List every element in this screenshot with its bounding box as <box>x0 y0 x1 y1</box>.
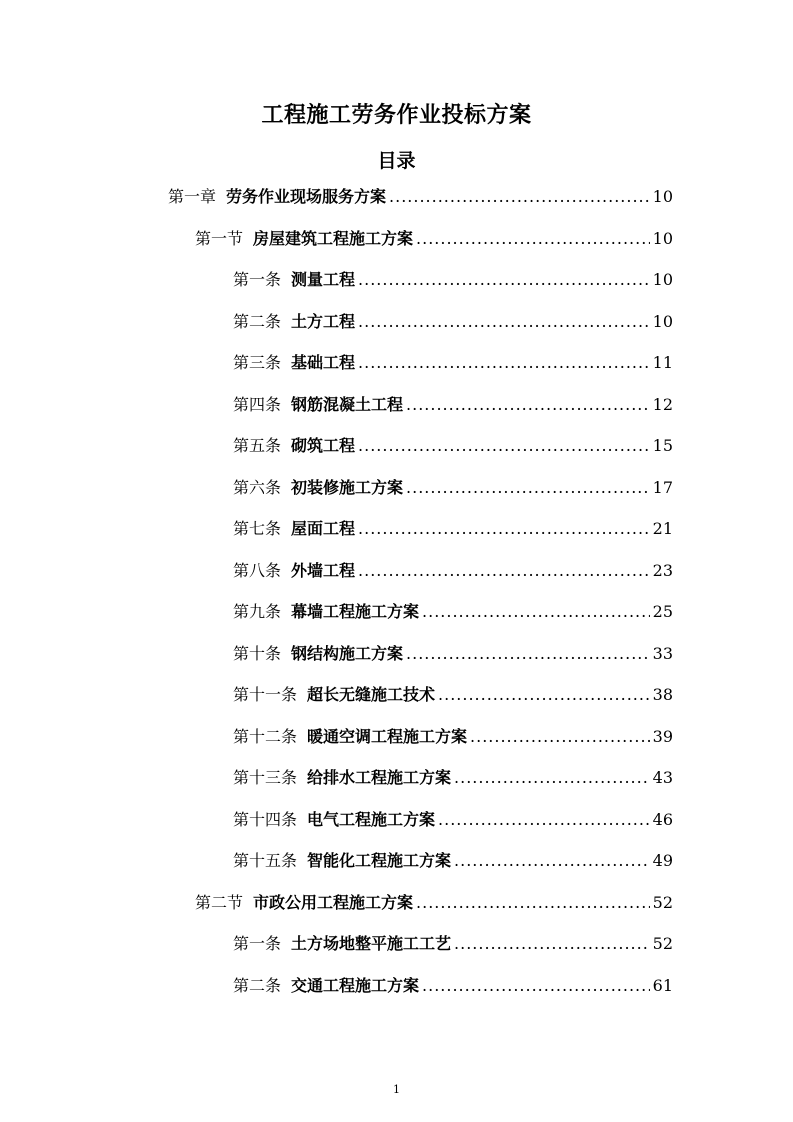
toc-dot-leader <box>406 477 650 499</box>
toc-entry-title: 钢筋混凝土工程 <box>291 395 404 414</box>
toc-entry-title: 测量工程 <box>291 270 356 289</box>
toc-entry-title: 劳务作业现场服务方案 <box>226 187 387 206</box>
toc-entry-page: 49 <box>652 851 673 870</box>
toc-entry[interactable] <box>233 726 673 748</box>
toc-entry-number: 第七条 <box>233 519 282 538</box>
toc-entry-number: 第二节 <box>195 893 244 912</box>
toc-dot-leader <box>406 643 650 665</box>
toc-entry-title: 暖通空调工程施工方案 <box>307 727 468 746</box>
toc-dot-leader <box>438 809 650 831</box>
toc-entry-title: 钢结构施工方案 <box>291 644 404 663</box>
toc-entry-title: 砌筑工程 <box>291 436 356 455</box>
toc-entry[interactable] <box>168 186 673 208</box>
toc-entry-number: 第一节 <box>195 229 244 248</box>
toc-dot-leader <box>454 933 650 955</box>
toc-dot-leader <box>358 269 650 291</box>
toc-entry-title: 超长无缝施工技术 <box>307 685 436 704</box>
toc-entry-title: 幕墙工程施工方案 <box>291 602 420 621</box>
toc-dot-leader <box>358 311 650 333</box>
toc-entry[interactable] <box>233 352 673 374</box>
toc-entry[interactable] <box>233 477 673 499</box>
toc-entry-page: 10 <box>652 312 673 331</box>
toc-entry-number: 第九条 <box>233 602 282 621</box>
toc-entry[interactable] <box>233 933 673 955</box>
toc-entry-page: 39 <box>652 727 673 746</box>
toc-entry-number: 第十二条 <box>233 727 298 746</box>
toc-entry-page: 52 <box>652 893 673 912</box>
toc-entry-page: 43 <box>652 768 673 787</box>
toc-entry-number: 第十五条 <box>233 851 298 870</box>
toc-entry-number: 第五条 <box>233 436 282 455</box>
toc-entry-page: 15 <box>652 436 673 455</box>
toc-entry-page: 17 <box>652 478 673 497</box>
toc-entry-title: 初装修施工方案 <box>291 478 404 497</box>
toc-entry[interactable] <box>195 228 673 250</box>
toc-entry[interactable] <box>195 892 673 914</box>
toc-entry-title: 电气工程施工方案 <box>307 810 436 829</box>
toc-entry-page: 38 <box>652 685 673 704</box>
toc-entry-title: 智能化工程施工方案 <box>307 851 452 870</box>
toc-dot-leader <box>406 394 650 416</box>
toc-entry-title: 外墙工程 <box>291 561 356 580</box>
toc-entry-number: 第四条 <box>233 395 282 414</box>
toc-dot-leader <box>358 560 650 582</box>
toc-entry-title: 基础工程 <box>291 353 356 372</box>
toc-entry-page: 33 <box>652 644 673 663</box>
toc-entry-page: 11 <box>652 353 673 372</box>
toc-entry-number: 第一章 <box>168 187 217 206</box>
toc-entry[interactable] <box>233 560 673 582</box>
toc-entry-page: 23 <box>652 561 673 580</box>
toc-entry-number: 第十三条 <box>233 768 298 787</box>
toc-entry-title: 市政公用工程施工方案 <box>253 893 414 912</box>
toc-entry-page: 46 <box>652 810 673 829</box>
toc-entry[interactable] <box>233 809 673 831</box>
toc-dot-leader <box>416 228 650 250</box>
toc-entry-page: 25 <box>652 602 673 621</box>
toc-entry-number: 第十条 <box>233 644 282 663</box>
toc-entry-page: 10 <box>652 270 673 289</box>
toc-entry-number: 第十四条 <box>233 810 298 829</box>
toc-entry-page: 10 <box>652 229 673 248</box>
toc-entry-number: 第三条 <box>233 353 282 372</box>
toc-entry-page: 61 <box>652 976 673 995</box>
document-title: 工程施工劳务作业投标方案 <box>261 103 532 128</box>
toc-entry-title: 屋面工程 <box>291 519 356 538</box>
toc-entry-number: 第六条 <box>233 478 282 497</box>
toc-entry[interactable] <box>233 684 673 706</box>
toc-entry-page: 12 <box>652 395 673 414</box>
toc-entry[interactable] <box>233 435 673 457</box>
toc-entry[interactable] <box>233 518 673 540</box>
toc-entry-page: 52 <box>652 934 673 953</box>
toc-entry[interactable] <box>233 975 673 997</box>
toc-entry[interactable] <box>233 643 673 665</box>
toc-entry-title: 给排水工程施工方案 <box>307 768 452 787</box>
toc-dot-leader <box>438 684 650 706</box>
toc-entry[interactable] <box>233 850 673 872</box>
toc-entry-number: 第八条 <box>233 561 282 580</box>
toc-entry-number: 第一条 <box>233 934 282 953</box>
toc-entry-title: 交通工程施工方案 <box>291 976 420 995</box>
toc-dot-leader <box>389 186 650 208</box>
toc-entry-title: 房屋建筑工程施工方案 <box>253 229 414 248</box>
toc-entry[interactable] <box>233 767 673 789</box>
toc-entry-page: 21 <box>652 519 673 538</box>
toc-entry-number: 第一条 <box>233 270 282 289</box>
toc-dot-leader <box>358 352 650 374</box>
toc-entry-page: 10 <box>652 187 673 206</box>
toc-dot-leader <box>358 435 650 457</box>
toc-entry[interactable] <box>233 394 673 416</box>
toc-heading: 目录 <box>377 150 416 172</box>
toc-dot-leader <box>422 975 650 997</box>
toc-entry[interactable] <box>233 269 673 291</box>
toc-entry-number: 第十一条 <box>233 685 298 704</box>
toc-dot-leader <box>454 767 650 789</box>
toc-entry[interactable] <box>233 311 673 333</box>
toc-dot-leader <box>454 850 650 872</box>
toc-dot-leader <box>470 726 650 748</box>
toc-entry-number: 第二条 <box>233 976 282 995</box>
toc-entry-title: 土方工程 <box>291 312 356 331</box>
toc-entry-number: 第二条 <box>233 312 282 331</box>
toc-entry[interactable] <box>233 601 673 623</box>
toc-entry-title: 土方场地整平施工工艺 <box>291 934 452 953</box>
toc-dot-leader <box>422 601 650 623</box>
page-number: 1 <box>393 1083 400 1096</box>
toc-dot-leader <box>416 892 650 914</box>
toc-dot-leader <box>358 518 650 540</box>
